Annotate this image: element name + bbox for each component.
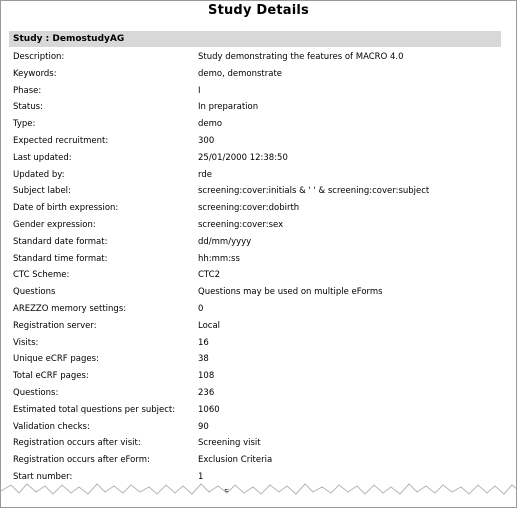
detail-row-registration-server [13,318,503,335]
detail-row-date-format [13,234,503,251]
detail-label: Gender expression: [13,219,96,230]
detail-value: In preparation [198,102,259,113]
detail-value: 16 [198,337,209,348]
detail-row-registration-after-eform [13,452,503,469]
detail-value: Questions may be used on multiple eForms [198,287,383,298]
detail-label: Expected recruitment: [13,135,109,146]
detail-value: 0 [198,303,204,314]
detail-row-estimated-questions [13,402,503,419]
detail-label: Unique eCRF pages: [13,354,99,365]
detail-row-validation-checks [13,419,503,436]
detail-label: Updated by: [13,169,65,180]
detail-row-status [13,99,503,116]
detail-label: Registration occurs after visit: [13,438,141,449]
detail-label: Subject label: [13,186,71,197]
detail-value: 25/01/2000 12:38:50 [198,152,288,163]
detail-value: Screening visit [198,438,261,449]
detail-label: Visits: [13,337,39,348]
detail-label: Type: [13,119,36,130]
detail-value: 1060 [198,404,220,415]
detail-row-subject-label [13,183,503,200]
detail-row-dob-expression [13,200,503,217]
detail-row-description [13,49,503,66]
detail-label: Questions: [13,387,59,398]
detail-value: I [198,85,201,96]
detail-value: CTC2 [198,270,220,281]
detail-value: hh:mm:ss [198,253,240,264]
detail-label: CTC Scheme: [13,270,70,281]
detail-label: Description: [13,52,65,62]
detail-value: demo, demonstrate [198,68,283,79]
detail-label: Date of birth expression: [13,203,119,214]
detail-row-visits [13,335,503,352]
detail-value: demo [198,119,223,130]
detail-row-registration-after-visit [13,435,503,452]
detail-row-gender-expression [13,217,503,234]
detail-label: Standard date format: [13,236,108,247]
detail-row-questions-count [13,385,503,402]
detail-label: Standard time format: [13,253,108,264]
detail-value: 300 [198,135,215,146]
page-title: Study Details [208,3,309,18]
detail-row-arezzo-memory [13,301,503,318]
detail-row-unique-ecrf-pages [13,351,503,368]
detail-value: 90 [198,421,209,432]
detail-value: Study demonstrating the features of MACRO 4.0 [198,52,404,62]
detail-label: Last updated: [13,152,72,163]
detail-label: Keywords: [13,68,57,79]
details-list [13,49,503,503]
detail-label: Total eCRF pages: [13,371,89,382]
detail-row-keywords [13,66,503,83]
detail-value: 108 [198,371,215,382]
detail-value: screening:cover:dobirth [198,203,300,214]
torn-edge-decoration [1,481,517,507]
study-header: Study : DemostudyAG [9,31,501,47]
detail-value: screening:cover:initials & ' ' & screening:cover:subject [198,186,430,197]
detail-value: 1 [198,471,204,482]
detail-label: Status: [13,102,43,113]
detail-value: 236 [198,387,215,398]
detail-row-type [13,116,503,133]
detail-label: Questions [13,287,56,298]
detail-row-questions-usage [13,284,503,301]
detail-row-updated-by [13,167,503,184]
detail-value: rde [198,169,212,180]
detail-value: 38 [198,354,209,365]
detail-label: Validation checks: [13,421,90,432]
detail-label: Estimated total questions per subject: [13,404,176,415]
detail-value: dd/mm/yyyy [198,236,252,247]
detail-label: Start number: [13,471,73,482]
detail-value: Local [198,320,221,331]
detail-row-time-format [13,251,503,268]
detail-row-total-ecrf-pages [13,368,503,385]
detail-value: screening:cover:sex [198,219,284,230]
detail-row-phase [13,83,503,100]
detail-row-ctc-scheme [13,267,503,284]
detail-label: AREZZO memory settings: [13,303,127,314]
detail-row-last-updated [13,150,503,167]
detail-label: Phase: [13,85,42,96]
detail-label: Registration occurs after eForm: [13,455,150,466]
detail-row-expected-recruitment [13,133,503,150]
detail-label: Registration server: [13,320,97,331]
detail-value: Exclusion Criteria [198,455,273,466]
